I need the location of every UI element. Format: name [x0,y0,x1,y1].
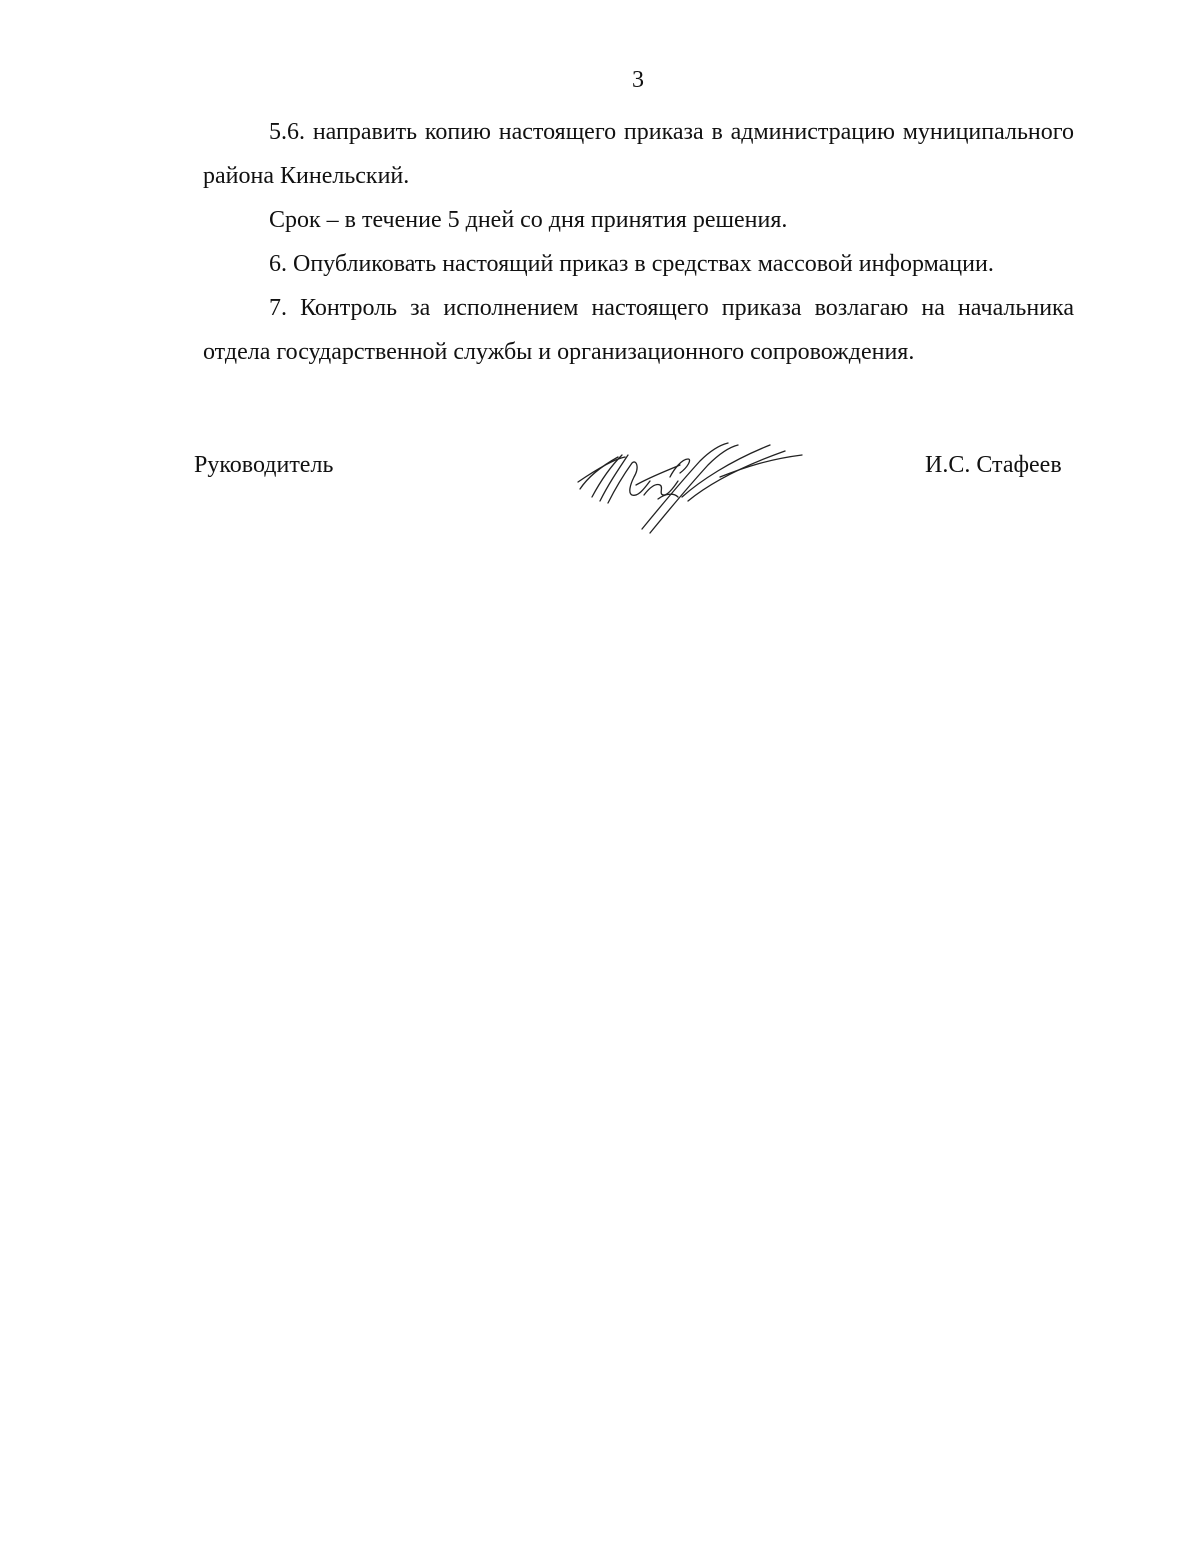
document-body [203,110,1074,374]
signatory-title: Руководитель [194,452,334,478]
paragraph-5-6: 5.6. направить копию настоящего приказа в администрацию муниципального района Кинельский. [203,119,1074,189]
signature-block [0,449,1200,549]
paragraph-deadline: Срок – в течение 5 дней со дня принятия решения. [269,207,788,233]
paragraph-7: 7. Контроль за исполнением настоящего приказа возлагаю на начальника отдела государственной службы и организационного сопровождения. [203,295,1074,365]
signatory-name: И.С. Стафеев [925,452,1062,478]
page-number: 3 [632,67,644,93]
paragraph-6: 6. Опубликовать настоящий приказ в средствах массовой информации. [269,251,994,277]
handwritten-signature-icon [570,437,810,547]
